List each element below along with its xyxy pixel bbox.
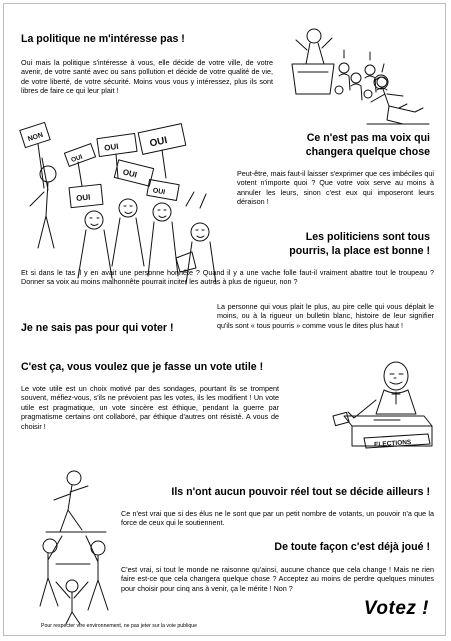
sign-oui-1: OUI [70, 153, 84, 165]
sign-oui-4: OUI [121, 167, 138, 180]
protest-crowd-illustration [16, 108, 216, 288]
paragraph-politiciens: Et si dans le tas il y en avait une personne honnête ? Quand il y a une vache folle faut-il vraiment abattre tout le troupeau ? Donner sa voix au moins malhonnête pourrait inciter les autres à plus de rigueur, non ? [21, 268, 434, 287]
human-pyramid-illustration [26, 466, 126, 626]
paragraph-ma-voix: Peut-être, mais faut-il laisser s'exprimer que ces imbéciles qui votent n'importe quoi ? Que votre voix serve au moins à annuler les leurs, sinon c'est eux qui imposeront leurs déraison ! [237, 169, 434, 207]
lazy-voter-illustration [359, 68, 439, 128]
paragraph-vote-utile: Le vote utile est un choix motivé par des sondages, pourtant ils se trompent souvent, méfiez-vous, s'ils ne prévoient pas les votes, ils les modifient ! Un vote utile est pragmatique, un vote sincère est éthique, pendant la guerre par pragmatisme certains ont collaboré, par éthique d'autres ont résisté. A vous de choisir ! [21, 384, 279, 431]
heading-pour-qui: Je ne sais pas pour qui voter ! [21, 322, 174, 334]
heading-vote-utile: C'est ça, vous voulez que je fasse un vote utile ! [21, 361, 264, 373]
closing-votez: Votez ! [363, 598, 429, 619]
paragraph-deja-joue: C'est vrai, si tout le monde ne raisonne qu'ainsi, aucune chance que cela change ! Mais ne rien faire est-ce que cela changera quelque chose ? Acceptez au moins de perdre quelques minutes pour choisir pour cinq ans à venir, ça le mérite ! Non ? [121, 565, 434, 593]
paragraph-pouvoir: Ce n'est vrai que si des élus ne le sont que par un petit nombre de votants, un pouvoir n'a que la force de ceux qui le soutiennent. [121, 509, 434, 528]
heading-deja-joue: De toute façon c'est déjà joué ! [274, 541, 430, 553]
heading-politique: La politique ne m'intéresse pas ! [21, 33, 185, 45]
heading-politiciens-line1: Les politiciens sont tous [305, 231, 430, 243]
sign-oui-2: OUI [103, 141, 120, 153]
sign-oui-3: OUI [148, 135, 169, 150]
heading-politiciens-line2: pourris, la place est bonne ! [289, 245, 430, 257]
sign-oui-6: OUI [152, 187, 166, 197]
paragraph-pour-qui: La personne qui vous plait le plus, au pire celle qui vous déplait le moins, ou à la rigueur un bulletin blanc, histoire de leur signifier qu'ils sont « tous pourris » comme vous le dites plus haut ! [217, 302, 434, 330]
sign-non: NON [27, 131, 45, 144]
heading-ma-voix-line2: changera quelque chose [305, 146, 430, 158]
sign-oui-5: OUI [75, 192, 91, 204]
paragraph-politique: Oui mais la politique s'intéresse à vous, elle décide de votre ville, de votre avenir, de votre santé avec ou sans pollution et décide de votre qualité de vie, de votre liberté, de votre sécurité. Moins vous vous y intéressez, plus ils sont libres de faire ce qui leur plait ! [21, 58, 273, 96]
footer-notice: Pour respecter vtre environnement, ne pas jeter sur la voie publique [41, 623, 197, 629]
leaflet-page [3, 3, 446, 636]
heading-pouvoir: Ils n'ont aucun pouvoir réel tout se décide ailleurs ! [171, 486, 430, 498]
ballot-box-politician-illustration [304, 356, 438, 456]
heading-ma-voix-line1: Ce n'est pas ma voix qui [306, 132, 430, 144]
ballot-box-label: ELECTIONS [373, 438, 412, 449]
